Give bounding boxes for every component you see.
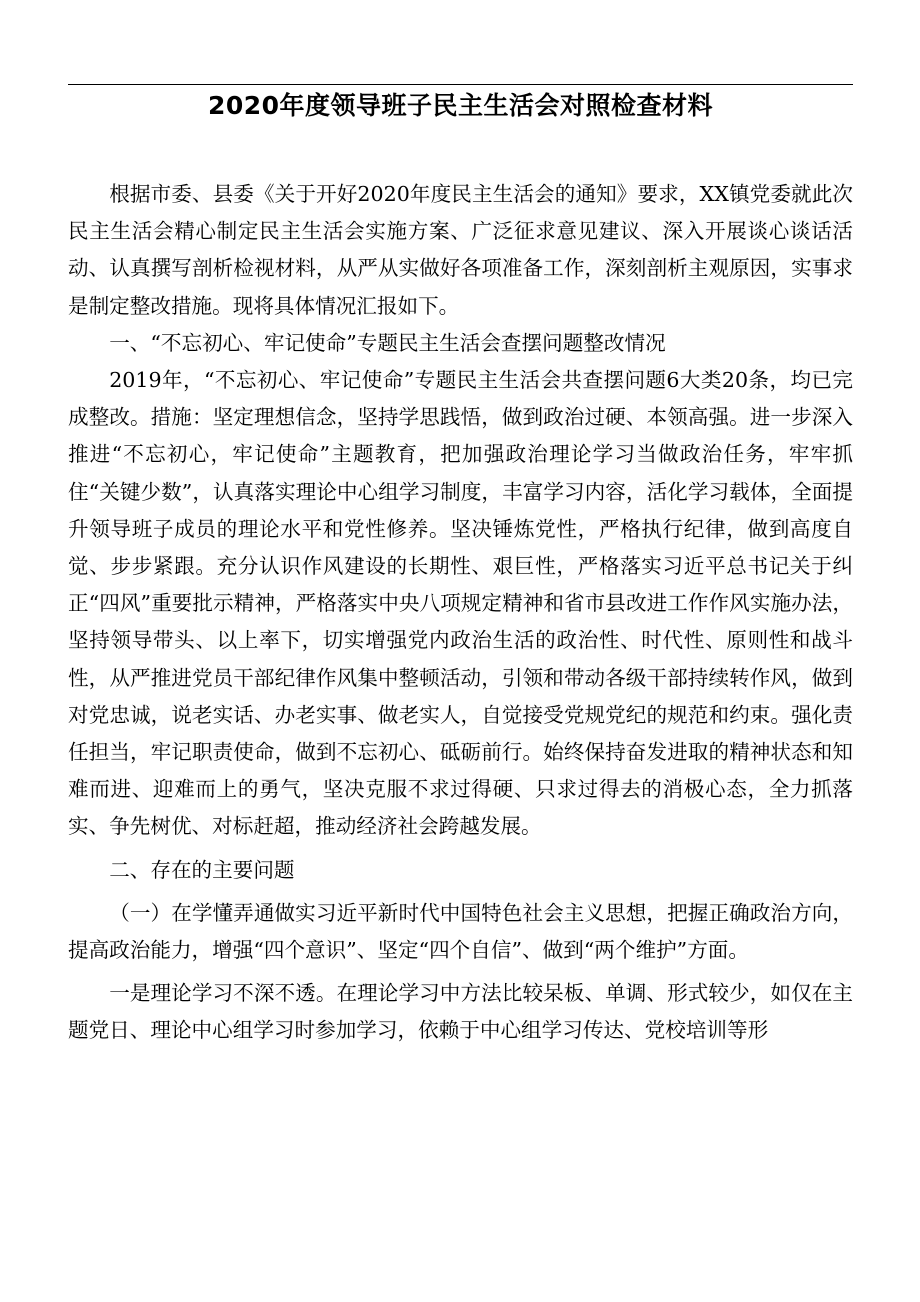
document-body [68,176,853,1050]
header-rule [68,84,853,85]
intro-paragraph: 根据市委、县委《关于开好2020年度民主生活会的通知》要求，XX镇党委就此次民主生活会精心制定民主生活会实施方案、广泛征求意见建议、深入开展谈心谈话活动、认真撰写剖析检视材料，从严从实做好各项准备工作，深刻剖析主观原因，实事求是制定整改措施。现将具体情况汇报如下。 [68,182,853,318]
rectification-paragraph: 2019年，“不忘初心、牢记使命”专题民主生活会共查摆问题6大类20条，均已完成整改。措施：坚定理想信念，坚持学思践悟，做到政治过硬、本领高强。进一步深入推进“不忘初心，牢记使命”主题教育，把加强政治理论学习当做政治任务，牢牢抓住“关键少数”，认真落实理论中心组学习制度，丰富学习内容，活化学习载体，全面提升领导班子成员的理论水平和党性修养。坚决锤炼党性，严格执行纪律，做到高度自觉、步步紧跟。充分认识作风建设的长期性、艰巨性，严格落实习近平总书记关于纠正“四风”重要批示精神，严格落实中央八项规定精神和省市县改进工作作风实施办法，坚持领导带头、以上率下，切实增强党内政治生活的政治性、时代性、原则性和战斗性，从严推进党员干部纪律作风集中整顿活动，引领和带动各级干部持续转作风，做到对党忠诚，说老实话、办老实事、做老实人，自觉接受党规党纪的规范和约束。强化责任担当，牢记职责使命，做到不忘初心、砥砺前行。始终保持奋发进取的精神状态和知难而进、迎难而上的勇气，坚决克服不求过得硬、只求过得去的消极心态，全力抓落实、争先树优、对标赶超，推动经济社会跨越发展。 [68,368,853,839]
document-title: 2020年度领导班子民主生活会对照检查材料 [207,91,714,120]
section-heading-2: 二、存在的主要问题 [109,857,295,882]
subsection-heading-1: （一）在学懂弄通做实习近平新时代中国特色社会主义思想，把握正确政治方向，提高政治能力，增强“四个意识”、坚定“四个自信”、做到“两个维护”方面。 [68,900,853,963]
section-heading-1: 一、“不忘初心、牢记使命”专题民主生活会查摆问题整改情况 [109,330,666,355]
problem-paragraph-1: 一是理论学习不深不透。在理论学习中方法比较呆板、单调、形式较少，如仅在主题党日、理论中心组学习时参加学习，依赖于中心组学习传达、党校培训等形 [68,981,853,1043]
